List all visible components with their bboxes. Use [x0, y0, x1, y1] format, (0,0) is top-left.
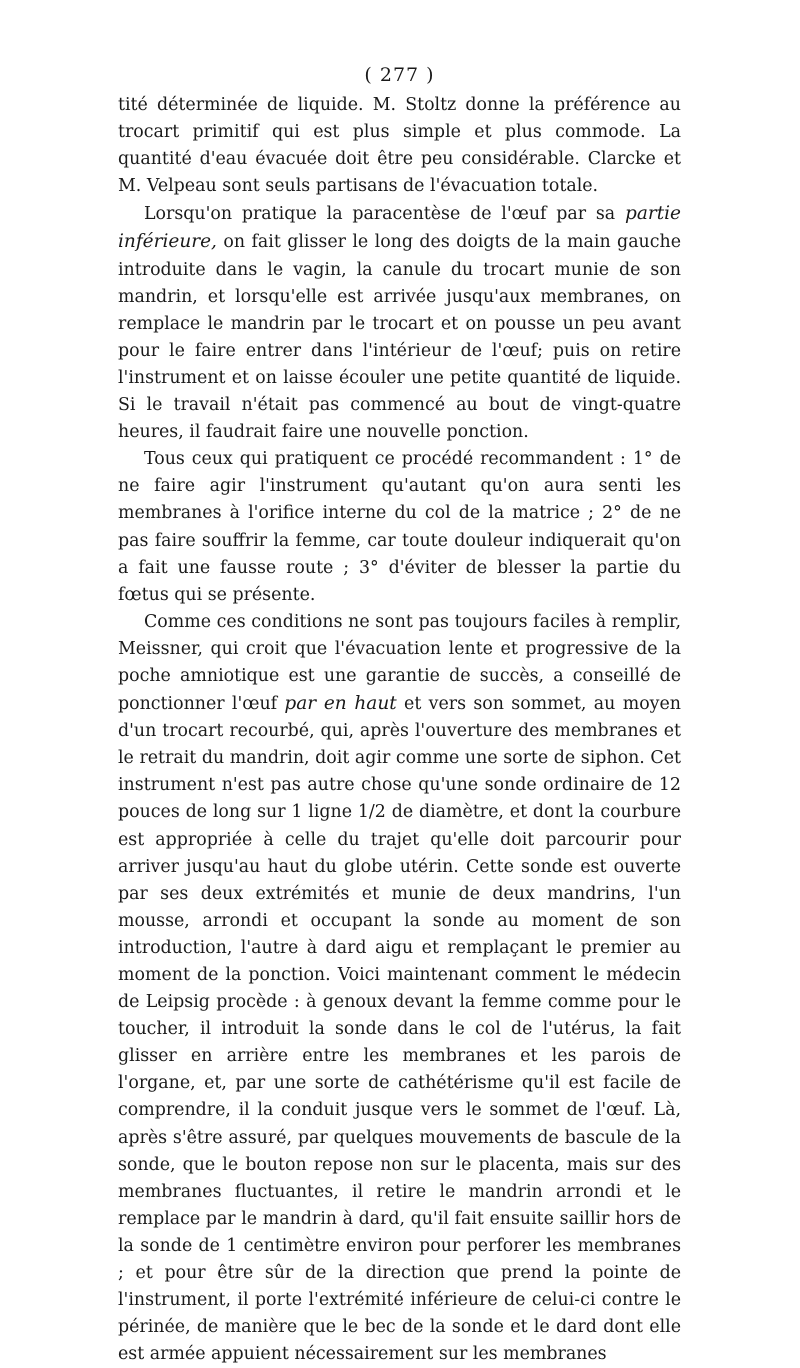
emphasis-partie-inferieure: partie inférieure,: [118, 203, 681, 253]
paragraph-4-text-b: et vers son sommet, au moyen d'un trocart recourbé, qui, après l'ouverture des membranes et le retrait du mandrin, doit agir comme une sorte de siphon. Cet instrument n'est pas autre chose qu'une sonde ordinaire de 12 pouces de long sur 1 ligne 1/2 de diamètre, et dont la courbure est appropriée à celle du trajet qu'elle doit parcourir pour arriver jusqu'au haut du globe utérin. Cette sonde est ouverte par ses deux extrémités et munie de deux mandrins, l'un mousse, arrondi et occupant la sonde au moment de son introduction, l'autre à dard aigu et remplaçant le premier au moment de la ponction. Voici maintenant comment le médecin de Leipsig procède : à genoux devant la femme comme pour le toucher, il introduit la sonde dans le col de l'utérus, la fait glisser en arrière entre les membranes et les parois de l'organe, et, par une sorte de cathétérisme qu'il est facile de comprendre, il la conduit jusque vers le sommet de l'œuf. Là, après s'être assuré, par quelques mouvements de bascule de la sonde, que le bouton repose non sur le placenta, mais sur des membranes fluctuantes, il retire le mandrin arrondi et le remplace par le mandrin à dard, qu'il fait ensuite saillir hors de la sonde de 1 centimètre environ pour perforer les membranes ; et pour être sûr de la direction que prend la pointe de l'instrument, il porte l'extrémité inférieure de celui-ci contre le périnée, de manière que le bec de la sonde et le dard dont elle est armée appuient nécessairement sur les membranes: [118, 694, 681, 1365]
body-text: [118, 92, 681, 1368]
emphasis-par-en-haut: par en haut: [284, 693, 397, 715]
paragraph-2: [118, 200, 681, 446]
paragraph-4-text-a: Comme ces conditions ne sont pas toujours faciles à remplir, Meissner, qui croit que l'évacuation lente et progressive de la poche amniotique est une garantie de succès, a conseillé de ponctionner l'œuf: [118, 611, 681, 715]
paragraph-1: [118, 92, 681, 200]
paragraph-3: [118, 446, 681, 609]
paragraph-2-text-a: Lorsqu'on pratique la paracentèse de l'œuf par sa: [144, 204, 625, 225]
paragraph-1-text: tité déterminée de liquide. M. Stoltz donne la préférence au trocart primitif qui est plus simple et plus commode. La quantité d'eau évacuée doit être peu considérable. Clarcke et M. Velpeau sont seuls partisans de l'évacuation totale.: [118, 95, 681, 197]
paragraph-3-text: Tous ceux qui pratiquent ce procédé recommandent : 1° de ne faire agir l'instrument qu'autant qu'on aura senti les membranes à l'orifice interne du col de la matrice ; 2° de ne pas faire souffrir la femme, car toute douleur indiquerait qu'on a fait une fausse route ; 3° d'éviter de blesser la partie du fœtus qui se présente.: [118, 449, 681, 605]
book-page: [118, 62, 681, 1368]
page-number: ( 277 ): [364, 64, 435, 86]
paragraph-4: [118, 609, 681, 1368]
paragraph-2-text-b: on fait glisser le long des doigts de la main gauche introduite dans le vagin, la canule du trocart munie de son mandrin, et lorsqu'elle est arrivée jusqu'aux membranes, on remplace le mandrin par le trocart et on pousse un peu avant pour le faire entrer dans l'intérieur de l'œuf; puis on retire l'instrument et on laisse écouler une petite quantité de liquide. Si le travail n'était pas commencé au bout de vingt-quatre heures, il faudrait faire une nouvelle ponction.: [118, 232, 681, 443]
